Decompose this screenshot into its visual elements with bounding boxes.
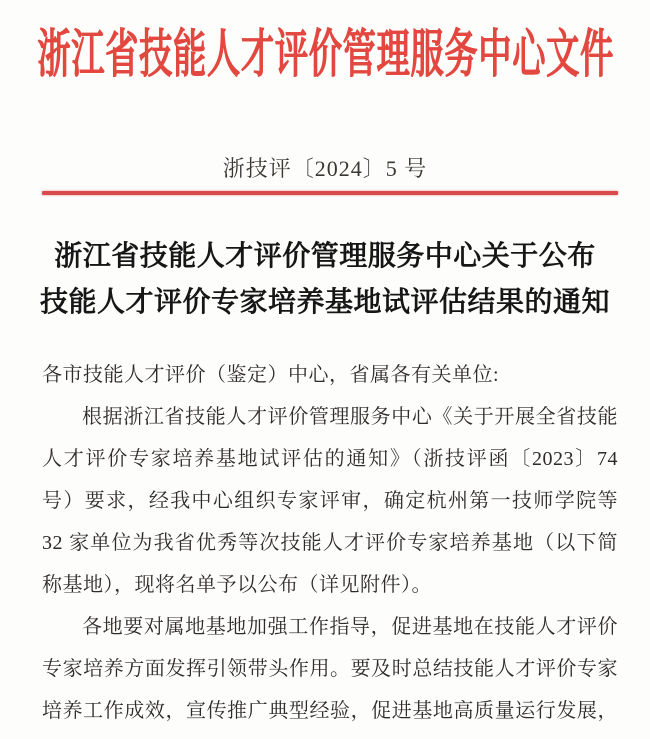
body-line: 称基地），现将名单予以公布（详见附件）。	[42, 574, 432, 596]
body-line: 培养工作成效，宣传推广典型经验，促进基地高质量运行发展，	[42, 700, 618, 722]
body-line: 号）要求，经我中心组织专家评审，确定杭州第一技师学院等	[42, 490, 618, 512]
body-line: 各地要对属地基地加强工作指导，促进基地在技能人才评价	[82, 616, 618, 638]
body-line: 专家培养方面发挥引领带头作用。要及时总结技能人才评价专家	[42, 658, 618, 680]
body-line: 32 家单位为我省优秀等次技能人才评价专家培养基地（以下简	[42, 532, 618, 554]
red-divider-line	[42, 191, 618, 195]
notice-title-line-1: 浙江省技能人才评价管理服务中心关于公布	[54, 241, 596, 272]
body-line: 根据浙江省技能人才评价管理服务中心《关于开展全省技能	[82, 406, 618, 428]
body-line: 人才评价专家培养基地试评估的通知》（浙技评函〔2023〕74	[42, 448, 618, 470]
notice-title	[0, 234, 650, 326]
notice-title-line-2: 技能人才评价专家培养基地试评估结果的通知	[39, 287, 610, 318]
document-number: 浙技评〔2024〕5 号	[222, 156, 428, 181]
red-letterhead	[0, 10, 650, 88]
salutation-line: 各市技能人才评价（鉴定）中心，省属各有关单位:	[42, 364, 500, 386]
notice-body	[42, 354, 618, 732]
letterhead-title: 浙江省技能人才评价管理服务中心文件	[36, 26, 614, 84]
